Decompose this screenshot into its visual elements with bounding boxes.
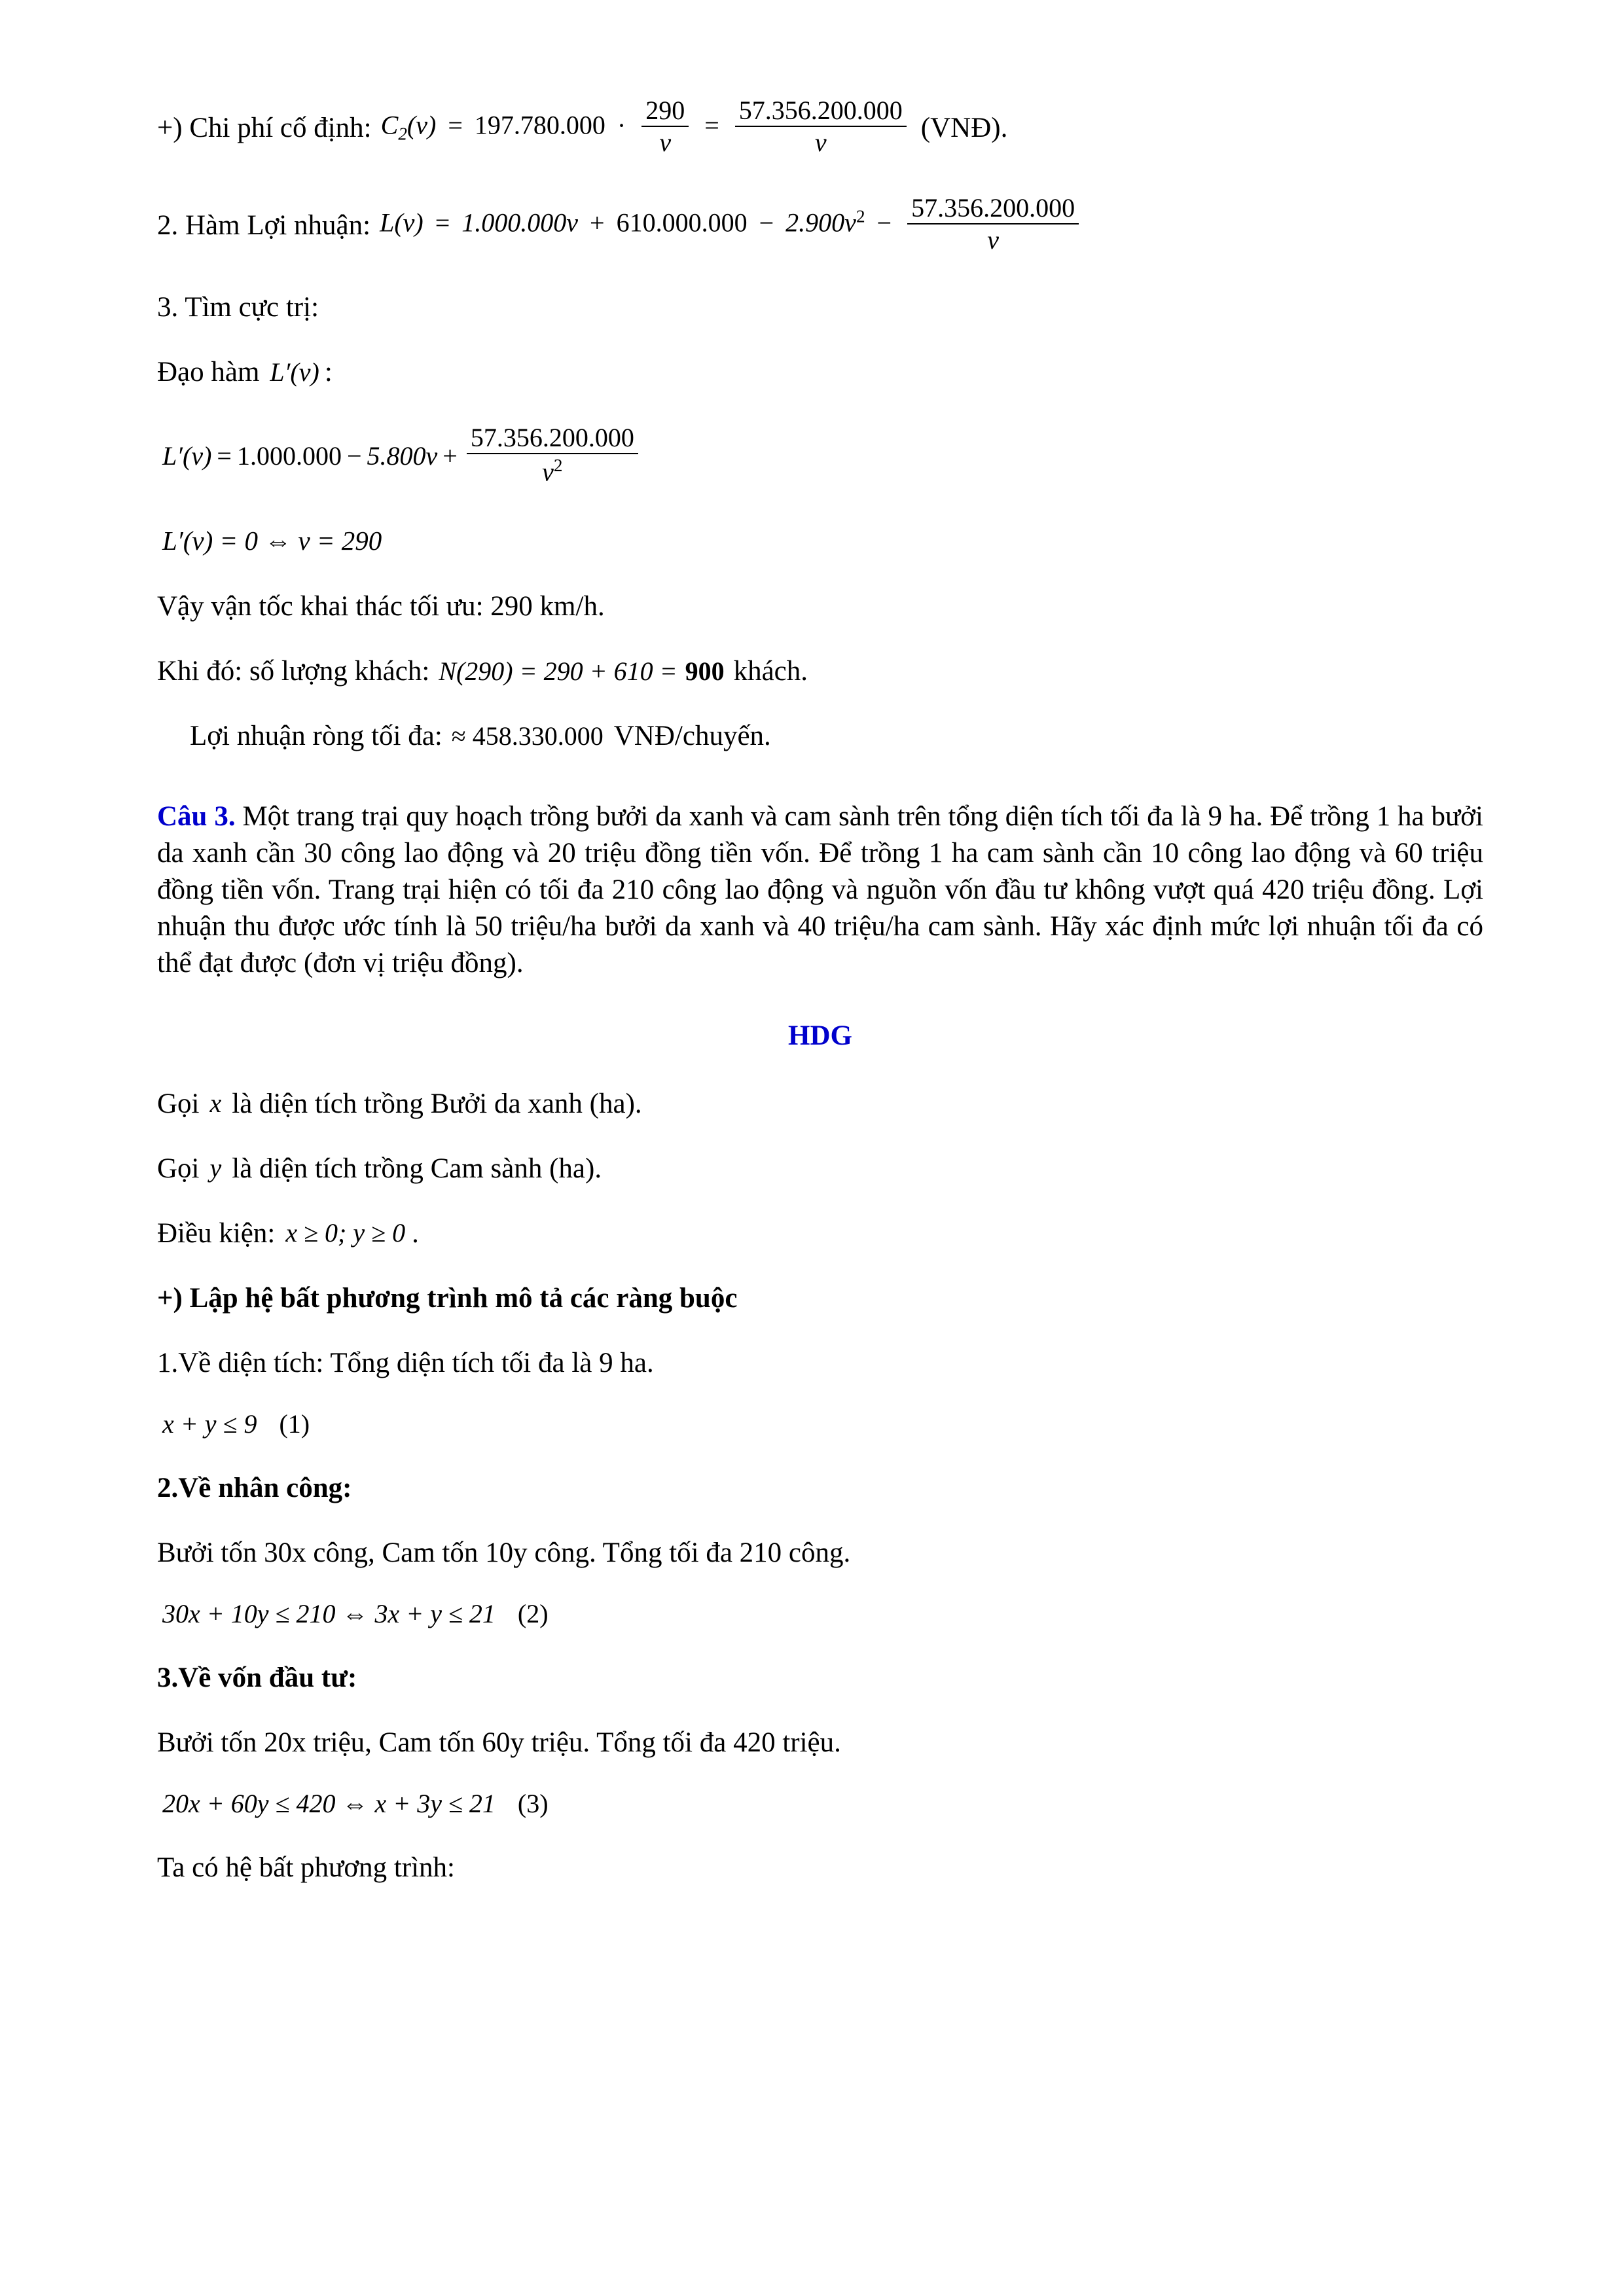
fixed-cost-prefix: +) Chi phí cố định: bbox=[157, 113, 372, 143]
hdg-heading: HDG bbox=[788, 1020, 852, 1051]
fixed-cost-dot: · bbox=[617, 110, 626, 140]
condition-expression: x ≥ 0; y ≥ 0 bbox=[285, 1218, 406, 1248]
fixed-cost-line bbox=[157, 98, 1483, 158]
profit-term-2: 610.000.000 bbox=[616, 207, 748, 238]
derivative-expr-lhs: L′(v) bbox=[162, 441, 212, 471]
question-3-paragraph bbox=[157, 798, 1483, 981]
optimal-speed-text: Vậy vận tốc khai thác tối ưu: 290 km/h. bbox=[157, 591, 605, 622]
condition-prefix: Điều kiện: bbox=[157, 1217, 276, 1249]
fixed-cost-fn-sub: 2 bbox=[398, 124, 407, 144]
area-constraint-text: 1.Về diện tích: Tổng diện tích tối đa là 9 ha. bbox=[157, 1347, 654, 1378]
fixed-cost-fraction-2 bbox=[735, 97, 907, 156]
fixed-cost-fn-var: (v) bbox=[406, 110, 437, 140]
max-profit-unit: VNĐ/chuyến. bbox=[613, 721, 771, 752]
profit-plus: + bbox=[590, 207, 605, 238]
find-extrema-heading: 3. Tìm cực trị: bbox=[157, 292, 319, 323]
define-x-suffix: là diện tích trồng Bưởi da xanh (ha). bbox=[232, 1088, 642, 1119]
profit-minus-2: − bbox=[876, 207, 892, 238]
fixed-cost-fraction-1 bbox=[641, 97, 689, 156]
system-intro-text: Ta có hệ bất phương trình: bbox=[157, 1852, 456, 1883]
max-profit-line bbox=[157, 722, 1483, 750]
fixed-cost-equals-2: = bbox=[704, 110, 719, 140]
fraction-numerator: 57.356.200.000 bbox=[467, 424, 638, 454]
profit-function-label: 2. Hàm Lợi nhuận: bbox=[157, 210, 371, 241]
profit-function-line bbox=[157, 193, 1483, 255]
fraction-denominator-wrap bbox=[467, 454, 638, 486]
fraction-denominator-exponent: 2 bbox=[553, 456, 563, 475]
derivative-zero-equation: L′(v) = 0 ⇔ v = 290 bbox=[162, 526, 382, 556]
capital-inequality-line bbox=[157, 1788, 1483, 1818]
profit-term-3: 2.900v bbox=[785, 207, 856, 238]
capital-inequality: 20x + 60y ≤ 420 ⇔ x + 3y ≤ 21 bbox=[162, 1788, 496, 1818]
capital-text: Bưởi tốn 20x triệu, Cam tốn 60y triệu. Tổng tối đa 420 triệu. bbox=[157, 1727, 841, 1758]
profit-fn-lhs: L(v) bbox=[380, 207, 424, 238]
max-profit-value: ≈ 458.330.000 bbox=[451, 721, 604, 751]
fixed-cost-value: 197.780.000 bbox=[474, 110, 605, 140]
define-y-line bbox=[157, 1155, 1483, 1183]
labor-inequality: 30x + 10y ≤ 210 ⇔ 3x + y ≤ 21 bbox=[162, 1598, 496, 1628]
condition-period: . bbox=[412, 1217, 419, 1249]
fraction-denominator: v bbox=[987, 225, 999, 255]
fraction-numerator: 57.356.200.000 bbox=[735, 97, 907, 127]
define-y-suffix: là diện tích trồng Cam sành (ha). bbox=[232, 1153, 602, 1184]
profit-fraction bbox=[907, 194, 1079, 254]
derivative-equals: = bbox=[217, 441, 232, 471]
profit-term-1: 1.000.000v bbox=[461, 207, 579, 238]
max-profit-prefix: Lợi nhuận ròng tối đa: bbox=[190, 721, 442, 752]
derivative-term-2: 5.800v bbox=[367, 441, 438, 471]
condition-line bbox=[157, 1219, 1483, 1247]
define-y-variable: y bbox=[209, 1153, 222, 1183]
define-x-variable: x bbox=[209, 1088, 222, 1119]
profit-minus: − bbox=[759, 207, 774, 238]
passenger-count-suffix: khách. bbox=[733, 656, 808, 687]
capital-heading: 3.Về vốn đầu tư: bbox=[157, 1662, 357, 1693]
constraints-heading: +) Lập hệ bất phương trình mô tả các ràng buộc bbox=[157, 1282, 738, 1314]
labor-inequality-line bbox=[157, 1598, 1483, 1628]
profit-equals: = bbox=[435, 207, 450, 238]
question-3-text: Một trang trại quy hoạch trồng bưởi da xanh và cam sành trên tổng diện tích tối đa là 9 ha. Để trồng 1 ha bưởi da xanh cần 30 công lao động và 20 triệu đồng tiền vốn. Để trồng 1 ha cam sành cần 10 công lao động và 60 triệu đồng tiền vốn. Trang trại hiện có tối đa 210 công lao động và nguồn vốn đầu tư không vượt quá 420 triệu đồng. Lợi nhuận thu được ước tính là 50 triệu/ha bưởi da xanh và 40 triệu/ha cam sành. Hãy xác định mức lợi nhuận tối đa có thể đạt được (đơn vị triệu đồng). bbox=[157, 801, 1483, 978]
labor-inequality-tag: (2) bbox=[517, 1598, 549, 1628]
fraction-denominator: v bbox=[542, 457, 554, 487]
passenger-count-prefix: Khi đó: số lượng khách: bbox=[157, 656, 430, 687]
derivative-plus: + bbox=[442, 441, 458, 471]
derivative-term-1: 1.000.000 bbox=[236, 441, 342, 471]
derivative-fraction bbox=[467, 424, 638, 486]
fixed-cost-equals: = bbox=[448, 110, 463, 140]
fraction-numerator: 290 bbox=[641, 97, 689, 127]
area-inequality-line bbox=[157, 1408, 1483, 1439]
define-y-prefix: Gọi bbox=[157, 1153, 200, 1184]
fraction-denominator: v bbox=[814, 128, 827, 157]
passenger-count-expr: N(290) = 290 + 610 = bbox=[439, 656, 677, 686]
derivative-minus: − bbox=[346, 441, 362, 471]
derivative-label: Đạo hàm bbox=[157, 357, 260, 387]
capital-inequality-tag: (3) bbox=[517, 1788, 549, 1818]
question-3-label: Câu 3. bbox=[157, 801, 236, 833]
derivative-expression bbox=[157, 425, 1483, 487]
passenger-count-value: 900 bbox=[685, 656, 725, 686]
derivative-label-line bbox=[157, 358, 1483, 386]
labor-text: Bưởi tốn 30x công, Cam tốn 10y công. Tổng tối đa 210 công. bbox=[157, 1537, 851, 1568]
labor-heading: 2.Về nhân công: bbox=[157, 1472, 352, 1503]
area-inequality: x + y ≤ 9 bbox=[162, 1408, 257, 1439]
define-x-prefix: Gọi bbox=[157, 1088, 200, 1119]
derivative-colon: : bbox=[324, 357, 333, 387]
fixed-cost-fn-name: C bbox=[380, 110, 399, 140]
define-x-line bbox=[157, 1090, 1483, 1118]
profit-term-3-exponent: 2 bbox=[856, 206, 865, 226]
fraction-denominator: v bbox=[659, 128, 672, 157]
fixed-cost-unit: (VNĐ). bbox=[920, 113, 1008, 143]
derivative-symbol: L′(v) bbox=[270, 357, 319, 387]
passenger-count-line bbox=[157, 657, 1483, 685]
fraction-numerator: 57.356.200.000 bbox=[907, 194, 1079, 224]
area-inequality-tag: (1) bbox=[279, 1408, 310, 1439]
